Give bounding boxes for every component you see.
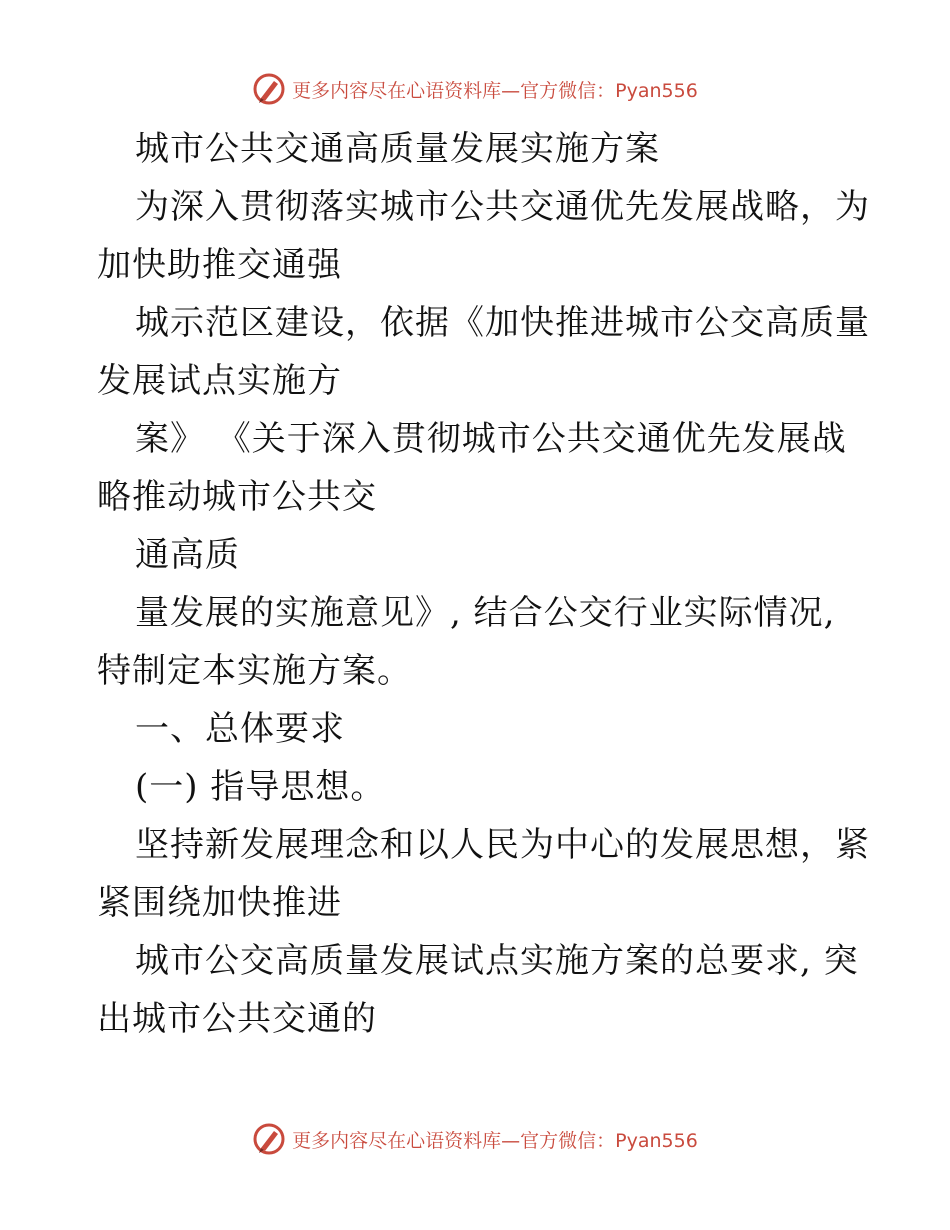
pen-logo-icon bbox=[252, 1122, 286, 1156]
section-heading: 一、总体要求 bbox=[135, 709, 345, 749]
subsection-heading: (一) 指导思想。 bbox=[135, 767, 386, 807]
text-line: 案》 《关于深入贯彻城市公共交通优先发展战 bbox=[135, 419, 847, 459]
text-line: 略推动城市公共交 bbox=[97, 477, 377, 517]
header-watermark bbox=[0, 72, 950, 106]
text-line: 发展试点实施方 bbox=[97, 361, 342, 401]
watermark-text: 更多内容尽在心语资料库—官方微信：Pyan556 bbox=[292, 79, 698, 102]
document-body bbox=[97, 120, 870, 1048]
text-line: 通高质 bbox=[135, 535, 240, 575]
text-line: 为深入贯彻落实城市公共交通优先发展战略，为 bbox=[135, 187, 870, 227]
text-line: 特制定本实施方案。 bbox=[97, 651, 412, 691]
watermark-text: 更多内容尽在心语资料库—官方微信：Pyan556 bbox=[292, 1129, 698, 1152]
text-line: 量发展的实施意见》, 结合公交行业实际情况, bbox=[135, 593, 836, 633]
document-title: 城市公共交通高质量发展实施方案 bbox=[135, 129, 660, 169]
text-line: 坚持新发展理念和以人民为中心的发展思想，紧 bbox=[135, 825, 870, 865]
text-line: 紧围绕加快推进 bbox=[97, 883, 342, 923]
text-line: 出城市公共交通的 bbox=[97, 999, 377, 1039]
pen-logo-icon bbox=[252, 72, 286, 106]
footer-watermark bbox=[0, 1122, 950, 1156]
text-line: 城市公交高质量发展试点实施方案的总要求, 突 bbox=[135, 941, 859, 981]
text-line: 加快助推交通强 bbox=[97, 245, 342, 285]
text-line: 城示范区建设，依据《加快推进城市公交高质量 bbox=[135, 303, 870, 343]
